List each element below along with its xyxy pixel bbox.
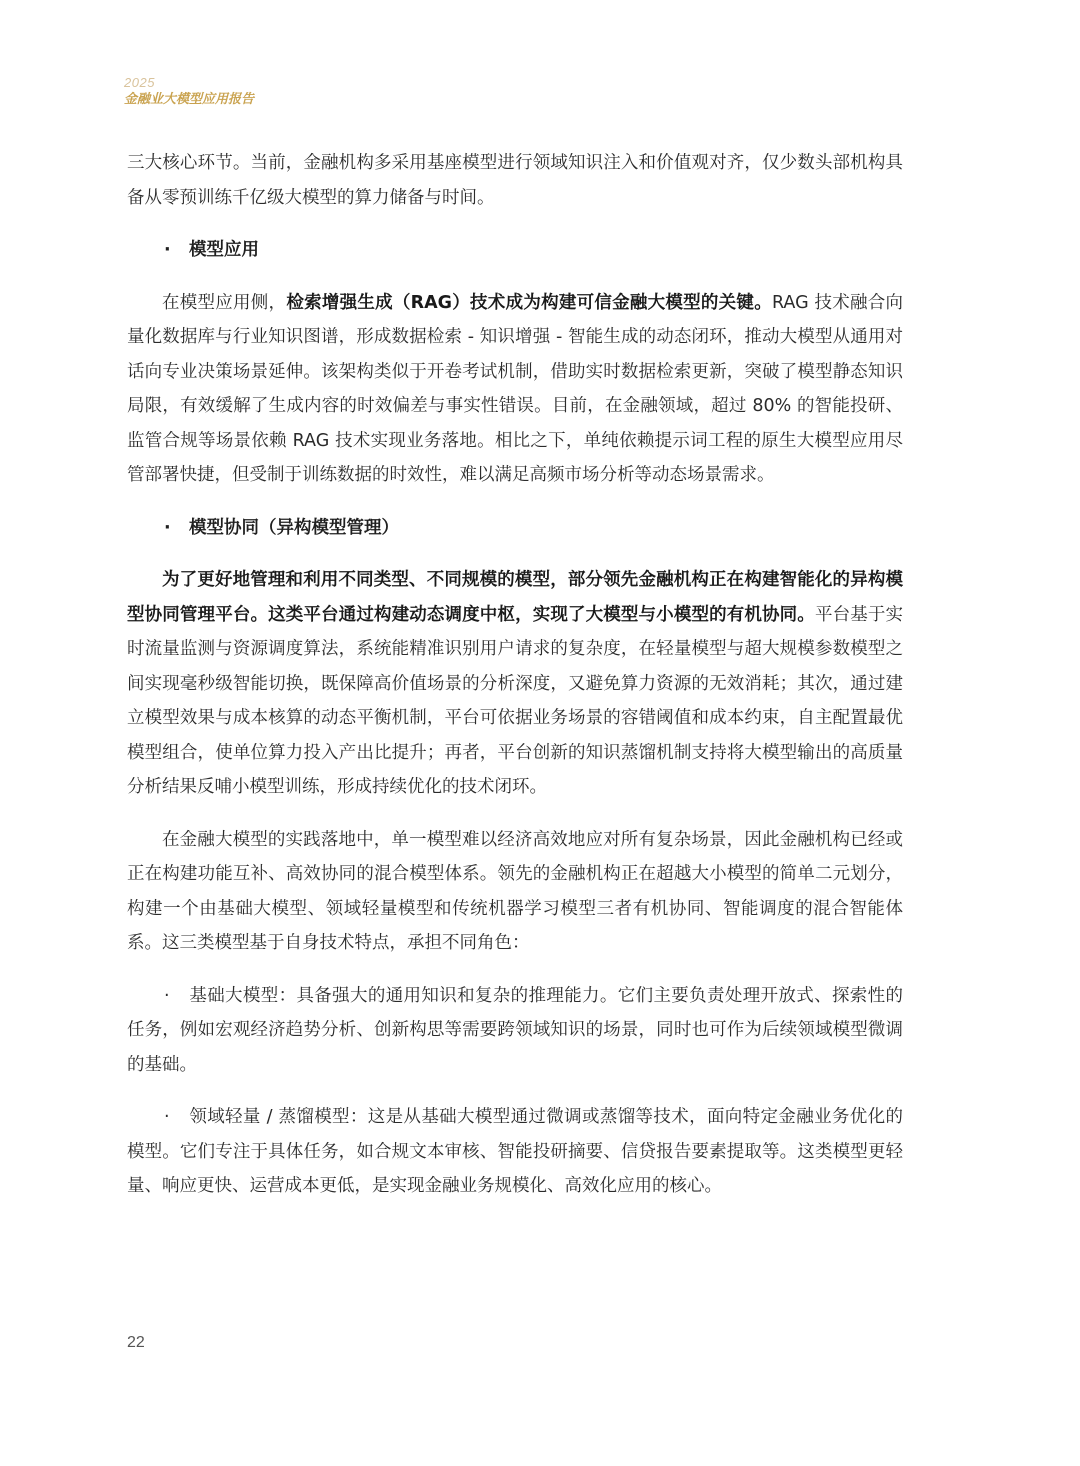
report-year: 2025 — [124, 75, 155, 90]
paragraph-collaboration — [127, 563, 903, 805]
page-body — [127, 146, 903, 1204]
paragraph-rag-lead: 在模型应用侧， — [162, 292, 287, 313]
heading-text: 模型应用 — [189, 240, 259, 260]
paragraph-rag-body: RAG 技术融合向量化数据库与行业知识图谱，形成数据检索 - 知识增强 - 智能生成的动态闭环，推动大模型从通用对话向专业决策场景延伸。该架构类似于开卷考试机制，借助实时数据检索更新，突破了模型静态知识局限，有效缓解了生成内容的时效偏差与事实性错误。目前，在金融领域，超过 80% 的智能投研、监管合规等场景依赖 RAG 技术实现业务落地。相比之下，单纯依赖提示词工程的原生大模型应用尽管部署快捷，但受制于训练数据的时效性，难以满足高频市场分析等动态场景需求。 — [127, 292, 904, 485]
paragraph-intro: 三大核心环节。当前，金融机构多采用基座模型进行领域知识注入和价值观对齐，仅少数头部机构具备从零预训练千亿级大模型的算力储备与时间。 — [127, 153, 903, 208]
list-item-domain-model — [127, 1100, 903, 1204]
paragraph-rag-emphasis: 检索增强生成（RAG）技术成为构建可信金融大模型的关键。 — [286, 292, 772, 313]
list-item-text: 基础大模型：具备强大的通用知识和复杂的推理能力。它们主要负责处理开放式、探索性的任务，例如宏观经济趋势分析、创新构思等需要跨领域知识的场景，同时也可作为后续领域模型微调的基础。 — [127, 985, 903, 1075]
list-item-foundation-model — [127, 979, 903, 1083]
heading-model-collaboration — [127, 511, 903, 546]
list-item-text: 领域轻量 / 蒸馏模型：这是从基础大模型通过微调或蒸馏等技术，面向特定金融业务优化的模型。它们专注于具体任务，如合规文本审核、智能投研摘要、信贷报告要素提取等。这类模型更轻量、响应更快、运营成本更低，是实现金融业务规模化、高效化应用的核心。 — [127, 1107, 903, 1196]
page-number: 22 — [127, 1334, 145, 1351]
bullet-dot-icon: · — [164, 517, 171, 538]
report-header — [124, 74, 524, 109]
bullet-dot-icon: · — [164, 985, 170, 1006]
paragraph-hybrid-models: 在金融大模型的实践落地中，单一模型难以经济高效地应对所有复杂场景，因此金融机构已经或正在构建功能互补、高效协同的混合模型体系。领先的金融机构正在超越大小模型的简单二元划分，构建一个由基础大模型、领域轻量模型和传统机器学习模型三者有机协同、智能调度的混合智能体系。这三类模型基于自身技术特点，承担不同角色： — [127, 829, 903, 953]
paragraph-rag — [127, 286, 903, 493]
heading-model-application — [127, 233, 903, 268]
paragraph-collaboration-emphasis: 为了更好地管理和利用不同类型、不同规模的模型，部分领先金融机构正在构建智能化的异构模型协同管理平台。这类平台通过构建动态调度中枢，实现了大模型与小模型的有机协同。 — [127, 570, 903, 625]
bullet-dot-icon: · — [164, 1107, 170, 1127]
report-title: 金融业大模型应用报告 — [124, 92, 255, 107]
paragraph-collaboration-body: 平台基于实时流量监测与资源调度算法，系统能精准识别用户请求的复杂度，在轻量模型与超大规模参数模型之间实现毫秒级智能切换，既保障高价值场景的分析深度，又避免算力资源的无效消耗；其次，通过建立模型效果与成本核算的动态平衡机制，平台可依据业务场景的容错阈值和成本约束，自主配置最优模型组合，使单位算力投入产出比提升；再者，平台创新的知识蒸馏机制支持将大模型输出的高质量分析结果反哺小模型训练，形成持续优化的技术闭环。 — [127, 604, 904, 797]
heading-text: 模型协同（异构模型管理） — [189, 517, 399, 538]
bullet-dot-icon: · — [164, 240, 171, 260]
